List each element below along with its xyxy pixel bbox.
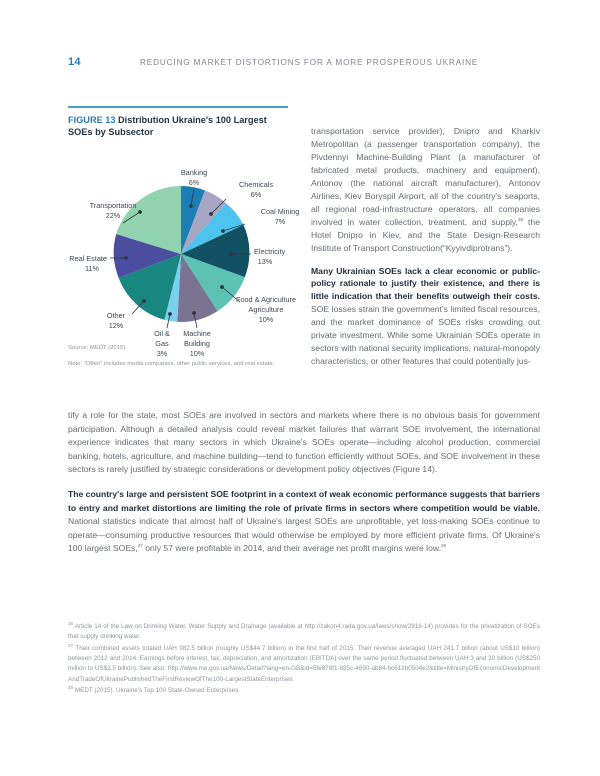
pie-value-food-agriculture: 10% bbox=[258, 315, 274, 324]
pie-label-machine-building: Machine bbox=[183, 329, 211, 338]
pie-value-transportation: 22% bbox=[105, 211, 121, 220]
pie-label-machine-building-2: Building bbox=[184, 339, 210, 348]
pie-value-oil-gas: 3% bbox=[156, 349, 168, 358]
right-column-text bbox=[311, 125, 540, 368]
footnote-27-text: Their combined assets totaled UAH 982.5 billion (roughly US$44.7 billion) in the first half of 2015. Their revenue averaged UAH 241.7 billion (about US$10 billion) between 2012 and 2014. Earnings before interest, tax, depreciation, and amortization (EBITDA) over the same period fluctuated between UAH 3 and 30 billion (US$250 million to US$2.5 billion). See also: bbox=[68, 644, 541, 673]
footnote-26 bbox=[68, 622, 540, 642]
pie-value-other: 12% bbox=[108, 321, 124, 330]
footnote-ref-26: 26 bbox=[517, 216, 524, 222]
footnote-28-text: MEDT (2015). Ukraine's Top 100 State-Owned Enterprises. bbox=[74, 687, 240, 695]
pie-label-oil-gas: Oil & bbox=[154, 329, 170, 338]
running-title: REDUCING MARKET DISTORTIONS FOR A MORE PROSPEROUS UKRAINE bbox=[140, 58, 479, 67]
figure-notes bbox=[68, 344, 303, 369]
paragraph-continued bbox=[311, 125, 540, 255]
figure-caption bbox=[68, 114, 288, 138]
paragraph-soe-footprint-body-b: only 57 were profitable in 2014, and their average net profit margins were low. bbox=[142, 543, 441, 554]
footnote-27-marker: 27 bbox=[68, 642, 74, 648]
pie-value-electricity: 13% bbox=[257, 257, 273, 266]
paragraph-soe-rationale-lead: Many Ukrainian SOEs lack a clear economic or public-policy rationale to justify their existence, and there is little indication that their benefits outweigh their costs. bbox=[311, 265, 540, 302]
pie-label-real-estate: Real Estate bbox=[69, 254, 107, 263]
footnote-ref-28: 28 bbox=[440, 543, 447, 549]
pie-value-chemicals: 6% bbox=[250, 190, 262, 199]
footnotes-block bbox=[68, 622, 540, 696]
full-width-text bbox=[68, 409, 540, 556]
footnote-26-text: Article 14 of the Law on Drinking Water, Water Supply and Drainage (available at http://zakon4.rada.gov.ua/laws/show/2918-14) provides for the privatization of SOEs that supply drinking water. bbox=[68, 623, 541, 641]
pie-value-real-estate: 11% bbox=[84, 264, 100, 273]
paragraph-soe-rationale-body: SOE losses strain the government's limited fiscal resources, and the market dominance of SOEs risks crowding out private investment. While some Ukrainian SOEs operate in sectors with national security implications, natural-monopoly characteristics, or other features that could potentially jus- bbox=[311, 304, 540, 367]
figure-source: Source: MEDT (2015). bbox=[68, 345, 127, 351]
paragraph-soe-rationale bbox=[311, 265, 540, 369]
pie-label-electricity: Electricity bbox=[254, 247, 286, 256]
paragraph-soe-footprint-body-a: National statistics indicate that almost half of Ukraine's largest SOEs are unprofitable, yet loss-making SOEs continue to operate—consuming productive resources that would otherwise be employed by more efficient private firms. Of Ukraine's 100 largest SOEs, bbox=[68, 516, 540, 554]
paragraph-continued-part2: the Hotel Dnipro in Kiev, and the State Design-Research Institute of Transport Construction(“Kyyivdiprotrans”). bbox=[311, 216, 540, 253]
pie-label-food-agriculture-2: Agriculture bbox=[248, 305, 284, 314]
paragraph-soe-footprint bbox=[68, 488, 540, 556]
footnote-27 bbox=[68, 644, 540, 685]
footnote-28 bbox=[68, 686, 540, 696]
figure-note: Note: “Other” includes media companies, other public services, and real estate. bbox=[68, 361, 275, 367]
running-header bbox=[0, 56, 600, 74]
paragraph-soe-footprint-lead: The country's large and persistent SOE footprint in a context of weak economic performance suggests that barriers to entry and market distortions are limiting the role of private firms in sectors where competition would be viable. bbox=[68, 488, 540, 513]
pie-label-other: Other bbox=[106, 311, 126, 320]
pie-label-coal-mining: Coal Mining bbox=[260, 207, 300, 216]
footnote-ref-27: 27 bbox=[137, 543, 143, 549]
pie-label-food-agriculture: Food & Agriculture bbox=[235, 295, 297, 304]
footnote-27-url[interactable]: http://www.me.gov.ua/News/Detail?lang=en-GB&id=5fe878f1-885c-4690-ab84-6c612b0504e2&title=MinistryOfEconomicDevelopmentAndTradeOfUkrainePublishedTheFirstReviewOfThe100-LargestStateEnterprises bbox=[68, 665, 540, 683]
footnote-28-marker: 28 bbox=[68, 685, 74, 691]
pie-label-chemicals: Chemicals bbox=[238, 180, 274, 189]
figure-number: FIGURE 13 bbox=[68, 115, 116, 126]
pie-label-banking: Banking bbox=[180, 168, 208, 177]
figure-block bbox=[68, 106, 288, 139]
paragraph-market-failures: tify a role for the state, most SOEs are involved in sectors and markets where there is no obvious basis for government participation. Although a detailed analysis could reveal market failures that warrant SOE involvement, the international experience indicates that many sectors in which Ukraine's SOEs operate—including alcohol production, commercial banking, hotels, agriculture, and machine building—tend to function efficiently without SOEs, and SOE involvement in these sectors is rarely justified by strategic considerations or development policy objectives (Figure 14). bbox=[68, 410, 540, 475]
pie-label-oil-gas-2: Gas bbox=[155, 339, 169, 348]
page-number: 14 bbox=[68, 56, 81, 68]
paragraph-continued-part1: transportation service provider), Dnipro and Kharkiv Metropolitan (a passenger transportation company), the Pivdennyi Machine-Building Plant (a manufacturer of fabricated metal products, machinery and equipment), Antonov (the national aircraft manufacturer), Antonov Airlines, Kiev Boryspil Airport, all of the country's seaports, all regional road-infrastructure operators, all companies involved in water collection, treatment, and supply, bbox=[311, 126, 540, 227]
pie-value-coal-mining: 7% bbox=[274, 217, 286, 226]
figure-title-text: Distribution Ukraine's 100 Largest SOEs by Subsector bbox=[68, 115, 267, 138]
pie-value-banking: 6% bbox=[188, 178, 200, 187]
footnote-26-marker: 26 bbox=[68, 620, 74, 626]
pie-value-machine-building: 10% bbox=[189, 349, 205, 358]
figure-rule bbox=[68, 106, 288, 108]
pie-label-transportation: Transportation bbox=[89, 201, 137, 210]
